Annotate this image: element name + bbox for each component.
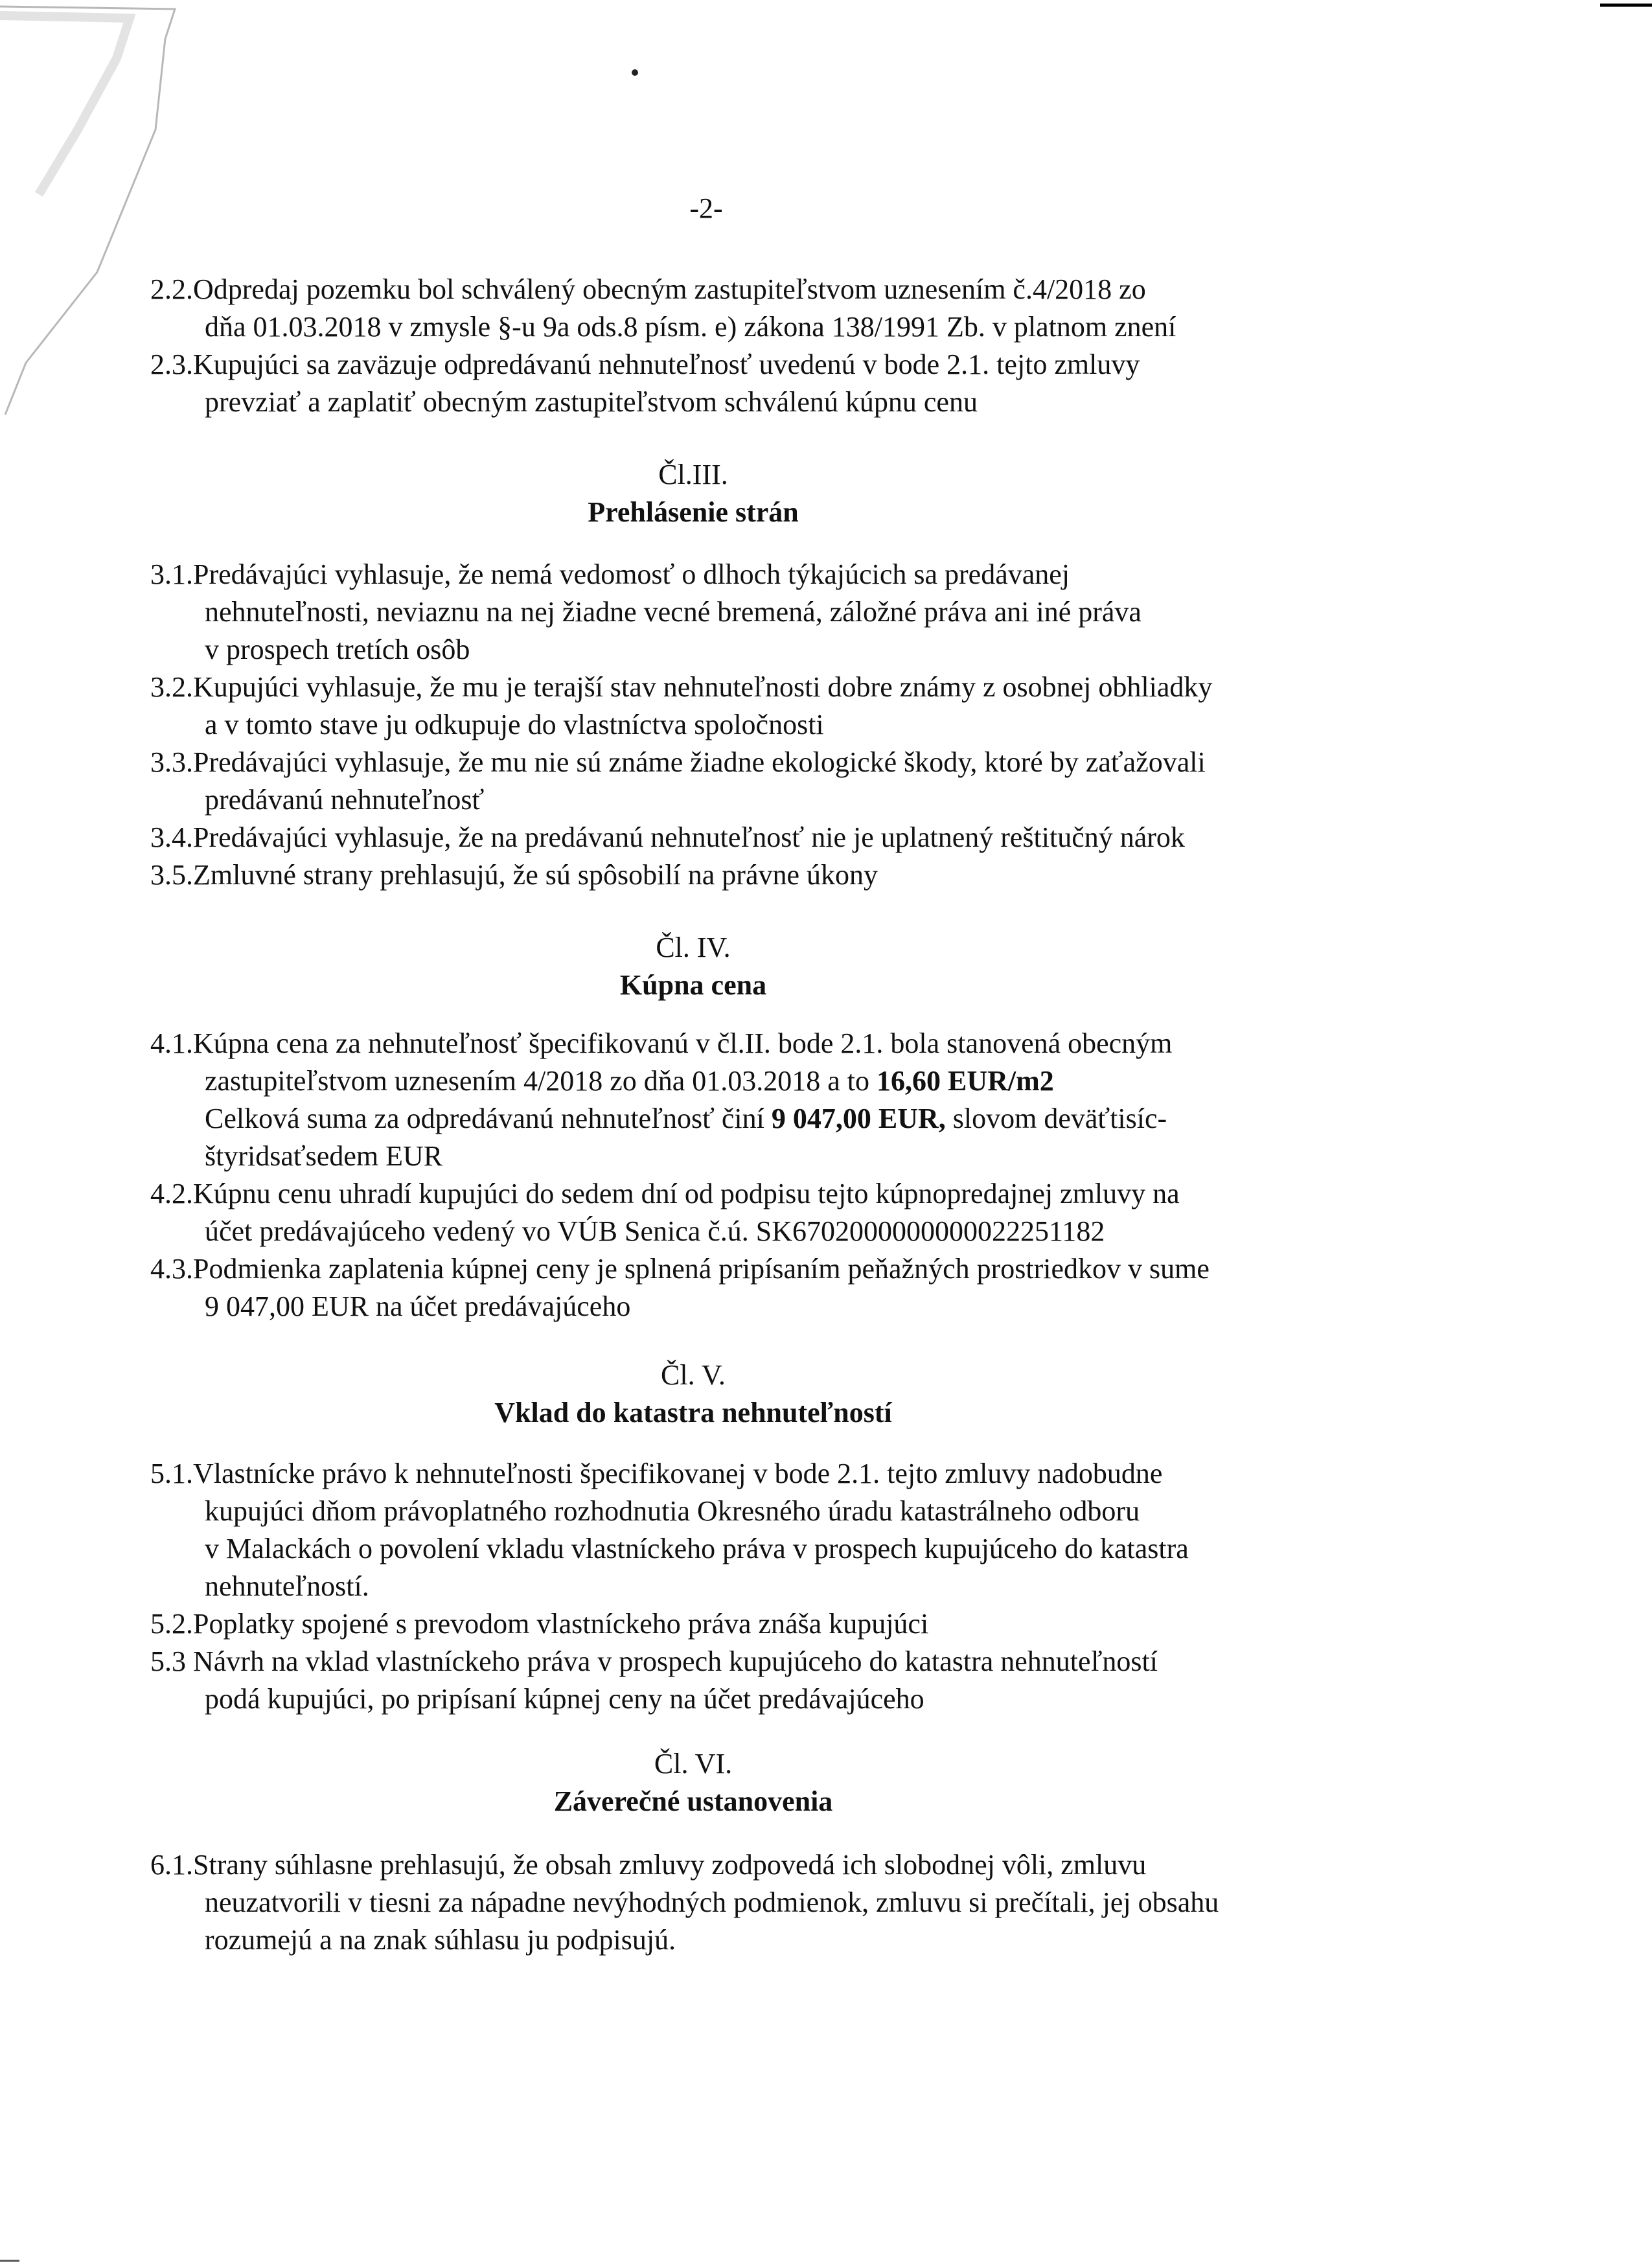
article-3-number: Čl.III. xyxy=(658,459,728,490)
paragraph-line: kupujúci dňom právoplatného rozhodnutia Okresného úradu katastrálneho odboru xyxy=(205,1495,1140,1527)
paragraph-4-1 xyxy=(150,1025,1172,1175)
page-number: -2- xyxy=(689,192,723,224)
paragraph-line: nehnuteľností. xyxy=(205,1570,369,1602)
paragraph-line: 3.5.Zmluvné strany prehlasujú, že sú spôsobilí na právne úkony xyxy=(150,859,878,891)
article-5-number: Čl. V. xyxy=(661,1359,726,1391)
text-run: zastupiteľstvom uznesením 4/2018 zo dňa 01.03.2018 a to xyxy=(205,1065,877,1097)
paragraph-line: 5.1.Vlastnícke právo k nehnuteľnosti špecifikovanej v bode 2.1. tejto zmluvy nadobudne xyxy=(150,1458,1163,1489)
paragraph-6-1 xyxy=(150,1846,1219,1959)
paragraph-line: 6.1.Strany súhlasne prehlasujú, že obsah zmluvy zodpovedá ich slobodnej vôli, zmluvu xyxy=(150,1849,1147,1881)
paragraph-line: a v tomto stave ju odkupuje do vlastníctva spoločnosti xyxy=(205,709,824,740)
paragraph-line: 5.2.Poplatky spojené s prevodom vlastníckeho práva znáša kupujúci xyxy=(150,1608,929,1640)
paragraph-3-3 xyxy=(150,744,1206,819)
paragraph-line: 4.2.Kúpnu cenu uhradí kupujúci do sedem dní od podpisu tejto kúpnopredajnej zmluvy na xyxy=(150,1178,1180,1209)
paragraph-3-5 xyxy=(150,856,878,894)
text-run: Celková suma za odpredávanú nehnuteľnosť činí xyxy=(205,1103,772,1134)
paragraph-5-3 xyxy=(150,1643,1158,1718)
paragraph-line: 3.2.Kupujúci vyhlasuje, že mu je terajší stav nehnuteľnosti dobre známy z osobnej obhliadky xyxy=(150,671,1213,703)
paragraph-line: 5.3 Návrh na vklad vlastníckeho práva v prospech kupujúceho do katastra nehnuteľností xyxy=(150,1645,1158,1677)
paragraph-line: predávanú nehnuteľnosť xyxy=(205,784,485,816)
paragraph-line: prevziať a zaplatiť obecným zastupiteľstvom schválenú kúpnu cenu xyxy=(205,386,978,418)
paragraph-line: 2.2.Odpredaj pozemku bol schválený obecným zastupiteľstvom uznesením č.4/2018 zo xyxy=(150,273,1146,305)
paragraph-line: podá kupujúci, po pripísaní kúpnej ceny na účet predávajúceho xyxy=(205,1683,924,1715)
paragraph-line: v prospech tretích osôb xyxy=(205,634,470,665)
paragraph-line: štyridsaťsedem EUR xyxy=(205,1140,443,1172)
article-4-number: Čl. IV. xyxy=(656,932,731,963)
article-3-title: Prehlásenie strán xyxy=(588,496,799,528)
article-6-number: Čl. VI. xyxy=(654,1748,733,1780)
article-6-title: Záverečné ustanovenia xyxy=(553,1785,833,1817)
paragraph-2-2 xyxy=(150,271,1176,346)
price-per-m2: 16,60 EUR/m2 xyxy=(877,1065,1054,1097)
text-run: slovom deväťtisíc- xyxy=(945,1103,1167,1134)
paragraph-line xyxy=(150,1100,1172,1138)
paragraph-line xyxy=(150,1062,1172,1100)
paragraph-line: 3.3.Predávajúci vyhlasuje, že mu nie sú známe žiadne ekologické škody, ktoré by zaťažovali xyxy=(150,746,1206,778)
paragraph-line: v Malackách o povolení vkladu vlastníckeho práva v prospech kupujúceho do katastra xyxy=(205,1533,1189,1564)
paragraph-4-3 xyxy=(150,1250,1210,1325)
paragraph-5-1 xyxy=(150,1455,1189,1605)
paragraph-line: rozumejú a na znak súhlasu ju podpisujú. xyxy=(205,1924,676,1956)
paragraph-line: dňa 01.03.2018 v zmysle §-u 9a ods.8 písm. e) zákona 138/1991 Zb. v platnom znení xyxy=(205,311,1176,343)
paragraph-4-2 xyxy=(150,1175,1180,1250)
paragraph-3-4 xyxy=(150,819,1185,856)
paragraph-line: 3.4.Predávajúci vyhlasuje, že na predávanú nehnuteľnosť nie je uplatnený reštitučný nárok xyxy=(150,821,1185,853)
paragraph-line: účet predávajúceho vedený vo VÚB Senica č.ú. SK6702000000000022251182 xyxy=(205,1215,1105,1247)
paragraph-3-1 xyxy=(150,556,1141,669)
paragraph-line: 4.1.Kúpna cena za nehnuteľnosť špecifikovanú v čl.II. bode 2.1. bola stanovená obecným xyxy=(150,1027,1173,1059)
article-4-title: Kúpna cena xyxy=(619,969,767,1001)
paragraph-line: 4.3.Podmienka zaplatenia kúpnej ceny je splnená pripísaním peňažných prostriedkov v sume xyxy=(150,1253,1210,1285)
paragraph-3-2 xyxy=(150,669,1212,744)
paragraph-line: nehnuteľnosti, neviaznu na nej žiadne vecné bremená, záložné práva ani iné práva xyxy=(205,596,1141,628)
paragraph-5-2 xyxy=(150,1605,928,1643)
paragraph-line: 3.1.Predávajúci vyhlasuje, že nemá vedomosť o dlhoch týkajúcich sa predávanej xyxy=(150,558,1070,590)
total-price: 9 047,00 EUR, xyxy=(771,1103,946,1134)
paragraph-line: 2.3.Kupujúci sa zaväzuje odpredávanú nehnuteľnosť uvedenú v bode 2.1. tejto zmluvy xyxy=(150,349,1140,380)
paragraph-2-3 xyxy=(150,346,1140,421)
article-5-title: Vklad do katastra nehnuteľností xyxy=(494,1397,892,1428)
paragraph-line: neuzatvorili v tiesni za nápadne nevýhodných podmienok, zmluvu si prečítali, jej obsahu xyxy=(205,1886,1219,1918)
paragraph-line: 9 047,00 EUR na účet predávajúceho xyxy=(205,1290,631,1322)
